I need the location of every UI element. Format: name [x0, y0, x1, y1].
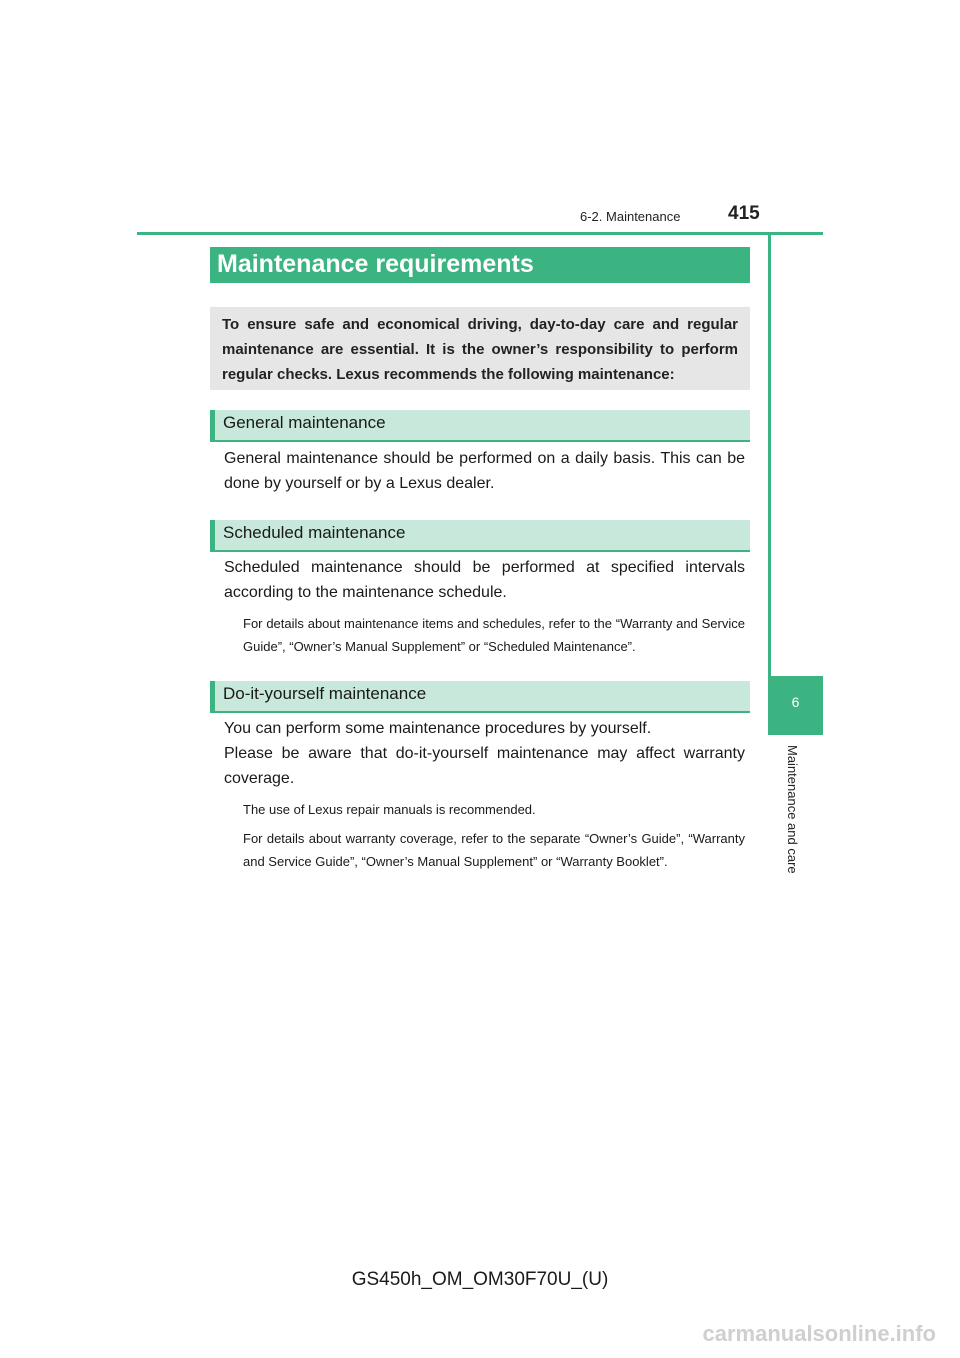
diy-text-line2: Please be aware that do-it-yourself maintenance may affect warranty coverage.: [224, 745, 745, 787]
section-heading-label: General maintenance: [223, 413, 386, 432]
watermark: carmanualsonline.info: [702, 1321, 936, 1346]
intro-box: [210, 307, 750, 390]
general-maintenance-text: General maintenance should be performed on a daily basis. This can be done by yourself or by a Lexus dealer.: [224, 450, 745, 492]
diy-note-warranty: For details about warranty coverage, refer to the separate “Owner’s Guide”, “Warranty and Service Guide”, “Owner’s Manual Supplement” or “Warranty Booklet”.: [243, 831, 745, 869]
heading-accent: [210, 410, 215, 440]
heading-accent: [210, 681, 215, 711]
chapter-tab: [768, 676, 823, 735]
scheduled-maintenance-text: Scheduled maintenance should be performed at specified intervals according to the maintenance schedule.: [224, 559, 745, 601]
section-heading-diy: [210, 681, 750, 711]
page-title-bar: [210, 247, 750, 283]
heading-underline: [210, 440, 750, 442]
diy-note-manuals: The use of Lexus repair manuals is recommended.: [243, 802, 536, 817]
section-heading-label: Scheduled maintenance: [223, 523, 406, 542]
side-divider: [768, 235, 771, 676]
chapter-label: Maintenance and care: [785, 745, 800, 874]
chapter-number: 6: [791, 694, 800, 710]
intro-text: To ensure safe and economical driving, day-to-day care and regular maintenance are essential. It is the owner’s responsibility to perform regular checks. Lexus recommends the following maintenance:: [222, 316, 738, 383]
scheduled-maintenance-note: For details about maintenance items and schedules, refer to the “Warranty and Service Guide”, “Owner’s Manual Supplement” or “Scheduled Maintenance”.: [243, 616, 745, 654]
header-divider: [137, 232, 823, 235]
section-heading-label: Do-it-yourself maintenance: [223, 684, 427, 703]
section-heading-scheduled: [210, 520, 750, 550]
section-heading-general: [210, 410, 750, 440]
document-code: GS450h_OM_OM30F70U_(U): [351, 1269, 609, 1290]
page-number: 415: [728, 203, 760, 224]
diy-text-line1: You can perform some maintenance procedures by yourself.: [224, 720, 652, 737]
heading-accent: [210, 520, 215, 550]
heading-underline: [210, 711, 750, 713]
heading-underline: [210, 550, 750, 552]
page-title: Maintenance requirements: [217, 250, 534, 278]
section-breadcrumb: 6-2. Maintenance: [580, 209, 681, 224]
